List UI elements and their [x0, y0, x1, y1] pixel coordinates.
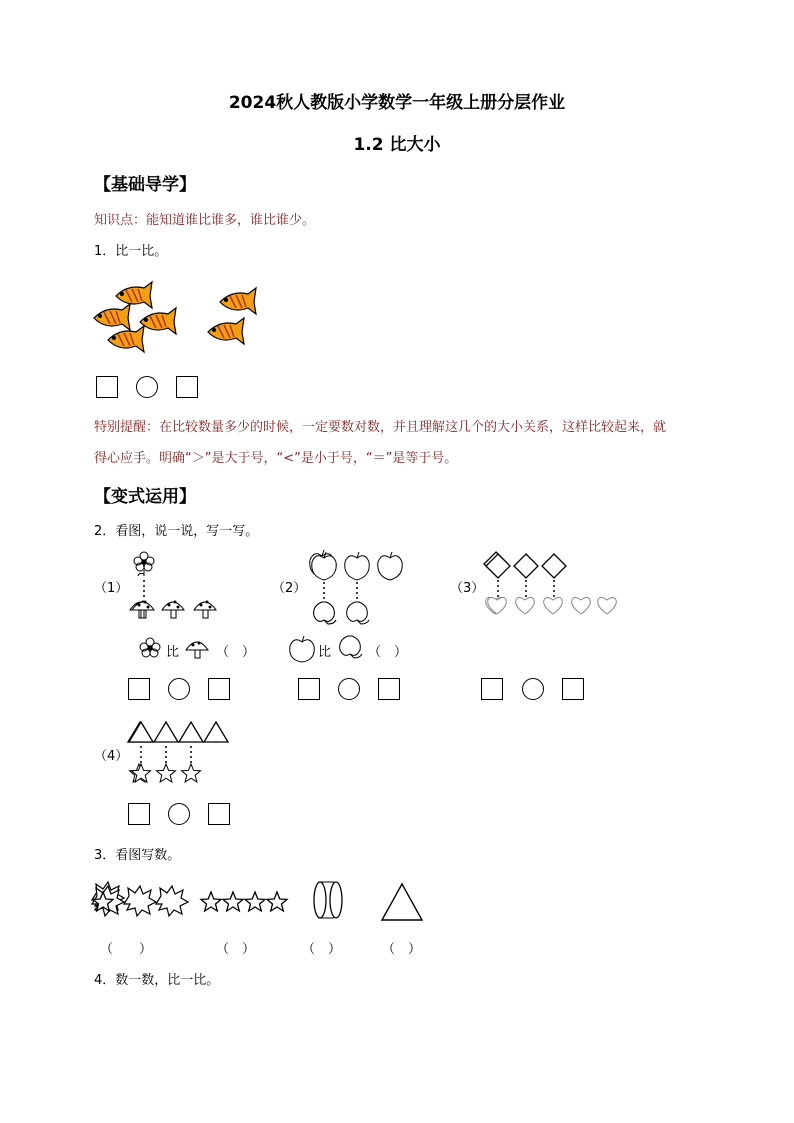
compare-circle[interactable] — [168, 803, 190, 825]
compare-word: 比 — [166, 645, 180, 660]
fish-icon — [208, 318, 244, 344]
page-title: 2024秋人教版小学数学一年级上册分层作业 — [228, 93, 566, 113]
compare-circle[interactable] — [136, 376, 158, 398]
answer-box[interactable] — [128, 803, 150, 825]
fish-icon — [220, 288, 256, 314]
section-variant: 【变式运用】 — [94, 487, 196, 507]
fish-icon — [108, 326, 144, 352]
answer-box[interactable] — [378, 678, 400, 700]
knowledge-point: 知识点：能知道谁比谁多，谁比谁少。 — [94, 213, 316, 228]
compare-circle[interactable] — [522, 678, 544, 700]
cylinder-icon — [314, 882, 342, 918]
part-4-label: （4） — [94, 749, 129, 764]
question-4-label: 4．数一数，比一比。 — [94, 973, 220, 988]
answer-blank[interactable]: （ ） — [216, 942, 256, 957]
fish-icon — [140, 308, 176, 334]
answer-blank[interactable]: （ ） — [368, 645, 408, 660]
flower-icon — [138, 636, 168, 662]
part-1-label: （1） — [94, 581, 129, 596]
mushroom-icon — [184, 636, 210, 662]
answer-box[interactable] — [208, 803, 230, 825]
question-2-label: 2．看图，说一说，写一写。 — [94, 524, 259, 539]
question-3-label: 3．看图写数。 — [94, 848, 181, 863]
answer-blank[interactable]: （ ） — [302, 942, 342, 957]
flower-icon — [134, 552, 154, 576]
part-2-label: （2） — [272, 581, 307, 596]
diamond-heart-image — [484, 552, 624, 622]
answer-box[interactable] — [298, 678, 320, 700]
answer-box[interactable] — [562, 678, 584, 700]
answer-blank[interactable]: （ ） — [216, 645, 256, 660]
triangle-icon — [382, 884, 422, 920]
fish-icon — [116, 282, 152, 308]
fish-icon — [94, 304, 130, 330]
compare-circle[interactable] — [338, 678, 360, 700]
answer-box[interactable] — [128, 678, 150, 700]
answer-box[interactable] — [481, 678, 503, 700]
answer-box[interactable] — [96, 376, 118, 398]
answer-box[interactable] — [176, 376, 198, 398]
section-basic: 【基础导学】 — [94, 175, 196, 195]
tip-line-2: 得心应手。明确“＞”是大于号，“<”是小于号，“＝”是等于号。 — [94, 451, 458, 466]
answer-box[interactable] — [208, 678, 230, 700]
compare-word: 比 — [318, 645, 332, 660]
part-3-label: （3） — [450, 581, 485, 596]
tip-line-1: 特别提醒：在比较数量多少的时候，一定要数对数，并且理解这几个的大小关系，这样比较起来，就 — [94, 420, 667, 435]
answer-blank[interactable]: （ ） — [100, 942, 153, 957]
page-subtitle: 1.2 比大小 — [353, 135, 441, 155]
fish-group-image — [90, 278, 270, 358]
count-shapes-image — [92, 880, 432, 926]
question-1-label: 1．比一比。 — [94, 244, 168, 259]
peach-icon — [334, 634, 364, 662]
compare-circle[interactable] — [168, 678, 190, 700]
apple-icon — [288, 634, 316, 664]
answer-blank[interactable]: （ ） — [382, 942, 422, 957]
apple-peach-image — [308, 548, 418, 628]
flower-mushroom-image — [130, 550, 230, 625]
triangle-star-image — [128, 720, 238, 790]
